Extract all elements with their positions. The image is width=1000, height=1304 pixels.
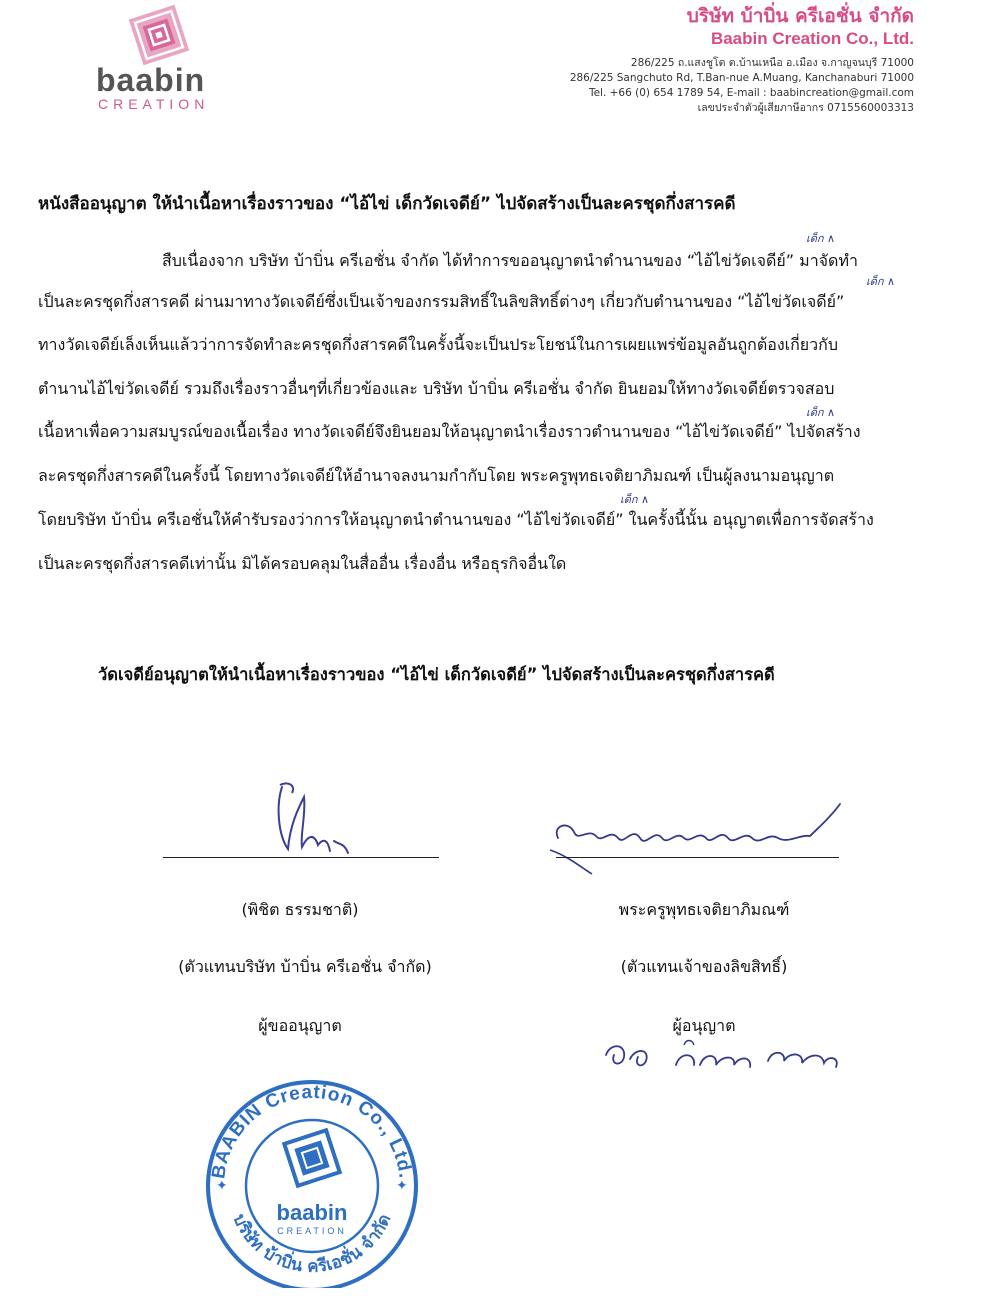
svg-text:BAABIN Creation Co., Ltd.: BAABIN Creation Co., Ltd. — [208, 1081, 416, 1181]
svg-text:บริษัท บ้าบิ่น ครีเอชั่น จำกัด: บริษัท บ้าบิ่น ครีเอชั่น จำกัด — [228, 1211, 396, 1277]
address-line: 286/225 Sangchuto Rd, T.Ban-nue A.Muang, Kanchanaburi 71000 — [569, 72, 914, 84]
svg-text:CREATION: CREATION — [277, 1226, 347, 1236]
company-name-english: Baabin Creation Co., Ltd. — [710, 29, 914, 48]
svg-text:✦: ✦ — [216, 1178, 228, 1194]
body-line: เป็นละครชุดกึ่งสารคดีเท่านั้น มิได้ครอบคลุมในสื่ออื่น เรื่องอื่น หรือธุรกิจอื่นใด — [38, 554, 567, 573]
body-line: ละครชุดกึ่งสารคดีในครั้งนี้ โดยทางวัดเจดีย์ให้อำนาจลงนามกำกับโดย พระครูพุทธเจติยาภิมณฑ์ เป็นผู้ลงนามอนุญาต — [38, 466, 835, 485]
logo-subtitle: CREATION — [98, 96, 210, 112]
body-line: โดยบริษัท บ้าบิ่น ครีเอชั่นให้คำรับรองว่าการให้อนุญาตนำตำนานของ “ไอ้ไข่วัดเจดีย์” ในครั้งนี้นั้น อนุญาตเพื่อการจัดสร้าง — [38, 510, 874, 529]
svg-text:baabin: baabin — [276, 1200, 348, 1225]
body-line: ตำนานไอ้ไข่วัดเจดีย์ รวมถึงเรื่องราวอื่นๆที่เกี่ยวข้องและ บริษัท บ้าบิ่น ครีเอชั่น จำกัด ยินยอมให้ทางวัดเจดีย์ตรวจสอบ — [38, 379, 835, 398]
signer-role-right: (ตัวแทนเจ้าของลิขสิทธิ์) — [620, 957, 788, 976]
handwritten-insert: เด็ก ∧ — [866, 275, 896, 288]
contact-line: Tel. +66 (0) 654 1789 54, E-mail : baabincreation@gmail.com — [588, 87, 914, 99]
company-stamp — [196, 1078, 426, 1292]
handwritten-signature-left — [262, 775, 372, 860]
body-line: สืบเนื่องจาก บริษัท บ้าบิ่น ครีเอชั่น จำกัด ได้ทำการขออนุญาตนำตำนานของ “ไอ้ไข่วัดเจดีย์” มาจัดทำ — [162, 251, 858, 270]
tax-id-line: เลขประจำตัวผู้เสียภาษีอากร 0715560003313 — [697, 102, 914, 114]
signer-name-left: (พิชิต ธรรมชาติ) — [241, 900, 359, 919]
signature-line-left — [163, 857, 439, 858]
signer-name-right: พระครูพุทธเจติยาภิมณฑ์ — [618, 900, 790, 919]
document-title: หนังสืออนุญาต ให้นำเนื้อหาเรื่องราวของ “ไอ้ไข่ เด็กวัดเจดีย์” ไปจัดสร้างเป็นละครชุดกึ่งสารคดี — [38, 194, 736, 214]
handwritten-signature-right — [548, 798, 848, 878]
baabin-square-logo-icon — [92, 4, 237, 66]
company-logo — [92, 4, 237, 114]
handwritten-insert: เด็ก ∧ — [806, 232, 836, 245]
body-line: ทางวัดเจดีย์เล็งเห็นแล้วว่าการจัดทำละครชุดกึ่งสารคดีในครั้งนี้จะเป็นประโยชน์ในการเผยแพร่ข้อมูลอันถูกต้องเกี่ยวกับ — [38, 335, 838, 354]
signer-capacity-left: ผู้ขออนุญาต — [258, 1016, 342, 1035]
signer-capacity-right: ผู้อนุญาต — [672, 1016, 736, 1035]
signature-line-right — [556, 857, 839, 858]
handwritten-insert: เด็ก ∧ — [806, 406, 836, 419]
handwritten-insert: เด็ก ∧ — [620, 493, 650, 506]
handwritten-date — [600, 1025, 850, 1085]
svg-text:✦: ✦ — [396, 1178, 408, 1194]
logo-wordmark: baabin — [96, 62, 206, 98]
body-line: เป็นละครชุดกึ่งสารคดี ผ่านมาทางวัดเจดีย์ซึ่งเป็นเจ้าของกรรมสิทธิ์ในลิขสิทธิ์ต่างๆ เกี่ยวกับตำนานของ “ไอ้ไข่วัดเจดีย์” — [38, 292, 845, 311]
company-info — [570, 4, 914, 116]
address-line: 286/225 ถ.แสงชูโต ต.บ้านเหนือ อ.เมือง จ.กาญจนบุรี 71000 — [630, 57, 914, 69]
company-name-thai: บริษัท บ้าบิ่น ครีเอชั่น จำกัด — [686, 5, 914, 27]
signer-role-left: (ตัวแทนบริษัท บ้าบิ่น ครีเอชั่น จำกัด) — [178, 957, 432, 976]
body-line: เนื้อหาเพื่อความสมบูรณ์ของเนื้อเรื่อง ทางวัดเจดีย์จึงยินยอมให้อนุญาตนำเรื่องราวตำนานของ “ไอ้ไข่วัดเจดีย์” ไปจัดสร้าง — [38, 422, 861, 441]
consent-statement: วัดเจดีย์อนุญาตให้นำเนื้อหาเรื่องราวของ “ไอ้ไข่ เด็กวัดเจดีย์” ไปจัดสร้างเป็นละครชุดกึ่งสารคดี — [98, 665, 775, 684]
